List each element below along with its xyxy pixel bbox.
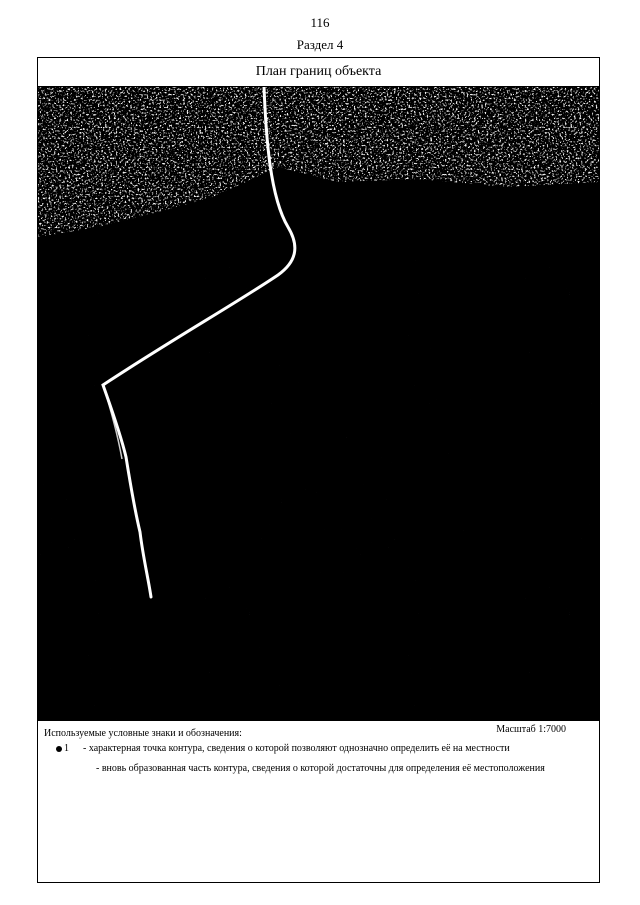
point-marker-icon (56, 746, 62, 752)
map-graphic (38, 87, 599, 721)
legend-item-text: - вновь образованная часть контура, сведения о которой достаточны для определения её местоположения (96, 763, 545, 774)
legend-heading: Используемые условные знаки и обозначения: (44, 728, 242, 739)
point-number-label: 1 (64, 743, 69, 754)
boundary-map-image (38, 87, 599, 721)
scale-label: Масштаб 1:7000 (496, 724, 566, 735)
legend-item-contour-part (96, 763, 576, 774)
legend-item-point (56, 743, 596, 754)
section-title: Раздел 4 (296, 37, 344, 52)
page-number: 116 (310, 15, 330, 30)
plan-frame (37, 57, 600, 883)
legend-area (38, 721, 599, 882)
ground-texture (38, 237, 599, 721)
plan-title: План границ объекта (38, 58, 599, 87)
legend-item-text: - характерная точка контура, сведения о которой позволяют однозначно определить её на местности (83, 743, 510, 754)
